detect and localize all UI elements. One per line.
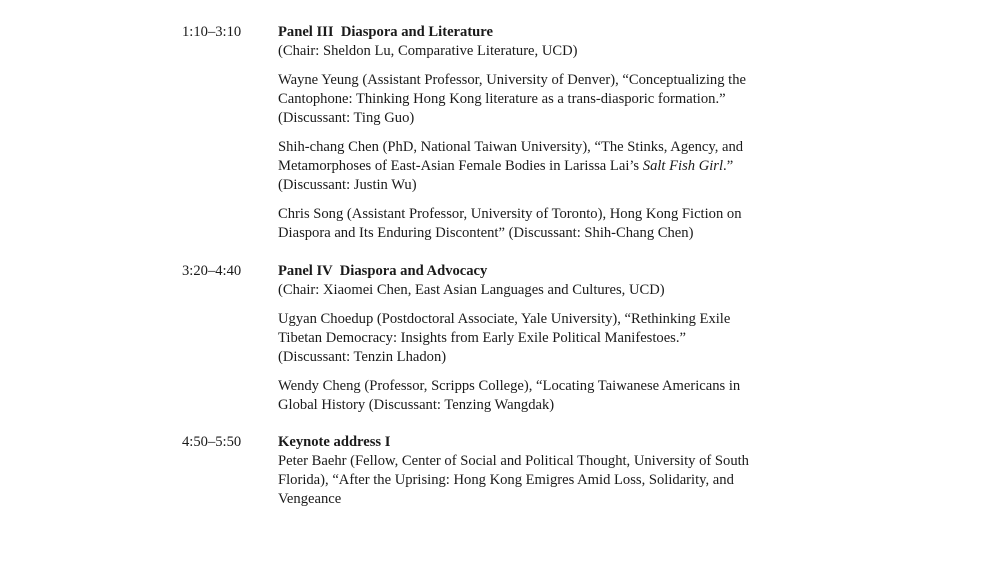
- paper-line: Wendy Cheng (Professor, Scripps College), “Locating Taiwanese Americans in: [278, 378, 741, 394]
- paper-entry: [278, 71, 818, 128]
- paper-discussant: (Discussant: Ting Guo): [278, 110, 415, 126]
- session-body: [278, 433, 818, 509]
- session-heading: Panel IV Diaspora and Advocacy: [278, 263, 488, 279]
- keynote-line: Florida), “After the Uprising: Hong Kong Emigres Amid Loss, Solidarity, and: [278, 472, 734, 488]
- paper-line: Ugyan Choedup (Postdoctoral Associate, Yale University), “Rethinking Exile: [278, 311, 731, 327]
- session-time: 3:20–4:40: [182, 263, 242, 279]
- session-heading: Panel III Diaspora and Literature: [278, 24, 493, 40]
- keynote-line: Vengeance: [278, 491, 342, 507]
- paper-line: Wayne Yeung (Assistant Professor, University of Denver), “Conceptualizing the: [278, 72, 746, 88]
- paper-line-text: Metamorphoses of East-Asian Female Bodies in Larissa Lai’s: [278, 158, 643, 174]
- paper-line: Tibetan Democracy: Insights from Early Exile Political Manifestoes.”: [278, 330, 686, 346]
- session-heading: Keynote address I: [278, 434, 391, 450]
- paper-entry: [278, 205, 818, 243]
- session-body: [278, 23, 818, 243]
- session-chair: (Chair: Sheldon Lu, Comparative Literature, UCD): [278, 43, 578, 59]
- paper-line: Shih-chang Chen (PhD, National Taiwan University), “The Stinks, Agency, and: [278, 139, 744, 155]
- paper-discussant: (Discussant: Justin Wu): [278, 177, 417, 193]
- paper-line-text: .”: [723, 158, 734, 174]
- paper-line: Diaspora and Its Enduring Discontent” (Discussant: Shih-Chang Chen): [278, 225, 694, 241]
- paper-line: Global History (Discussant: Tenzing Wangdak): [278, 397, 555, 413]
- session-time: 4:50–5:50: [182, 434, 242, 450]
- paper-discussant: (Discussant: Tenzin Lhadon): [278, 349, 447, 365]
- book-title: Salt Fish Girl: [642, 158, 724, 174]
- paper-line: Cantophone: Thinking Hong Kong literature as a trans-diasporic formation.”: [278, 91, 726, 107]
- paper-line: Chris Song (Assistant Professor, University of Toronto), Hong Kong Fiction on: [278, 206, 742, 222]
- paper-entry: [278, 377, 818, 415]
- keynote-line: Peter Baehr (Fellow, Center of Social and Political Thought, University of South: [278, 453, 749, 469]
- session-time: 1:10–3:10: [182, 24, 242, 40]
- paper-line: [278, 157, 818, 176]
- session-chair: (Chair: Xiaomei Chen, East Asian Languages and Cultures, UCD): [278, 282, 665, 298]
- paper-entry: [278, 138, 818, 195]
- paper-entry: [278, 310, 818, 367]
- session-body: [278, 262, 818, 415]
